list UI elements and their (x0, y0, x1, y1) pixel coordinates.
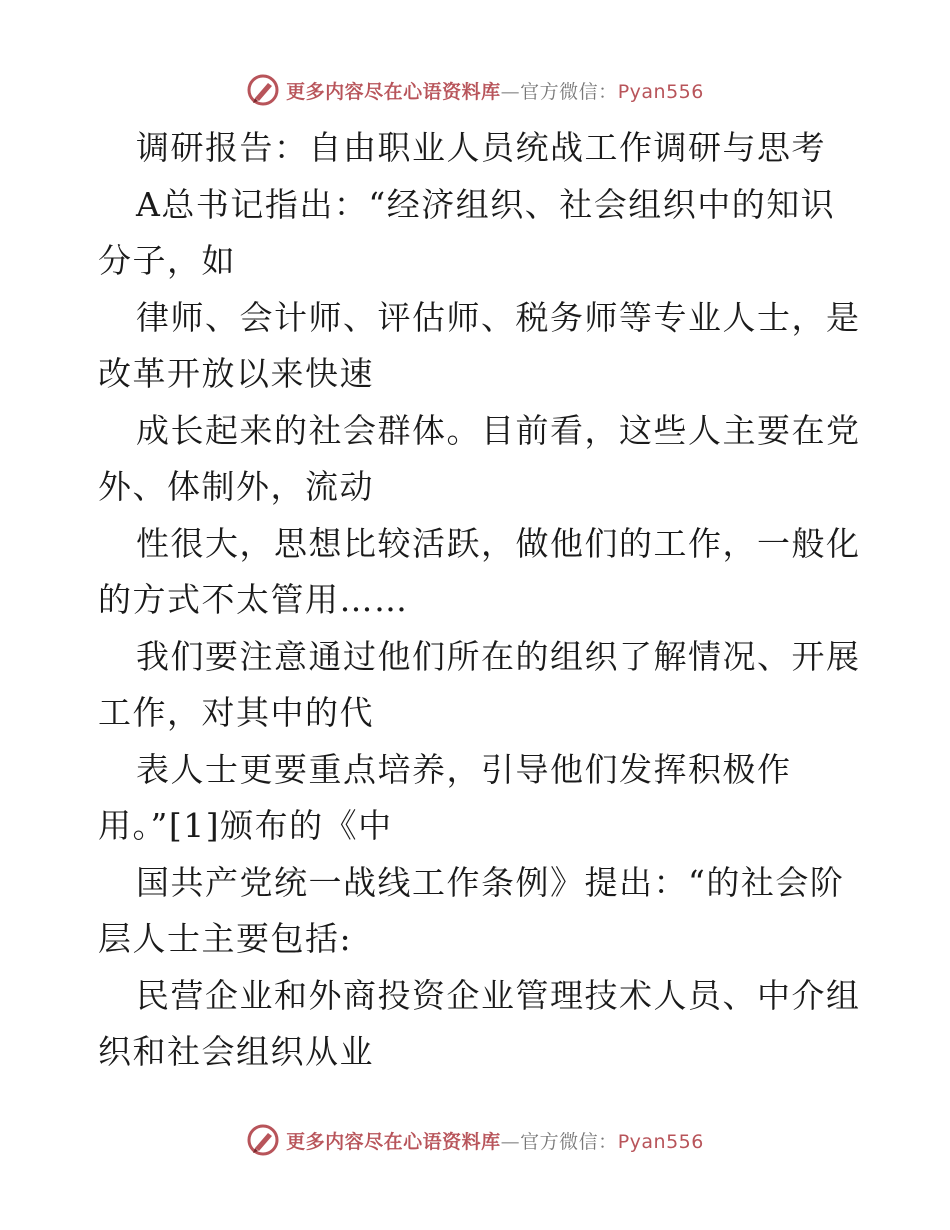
footer-watermark-banner (0, 1120, 950, 1160)
document-line: 成长起来的社会群体。目前看，这些人主要在党 (136, 410, 861, 450)
document-line: 层人士主要包括: (98, 919, 353, 958)
document-title-line: 调研报告：自由职业人员统战工作调研与思考 (136, 128, 826, 167)
document-line: 外、体制外，流动 (98, 467, 374, 506)
document-line: 表人士更要重点培养，引导他们发挥积极作 (136, 749, 792, 789)
header-banner-text (286, 77, 704, 104)
document-line: 工作，对其中的代 (98, 693, 374, 732)
document-line: 用。”[1]颁布的《中 (98, 806, 393, 845)
footer-wechat-id: Pyan556 (617, 1130, 704, 1153)
document-line: 民营企业和外商投资企业管理技术人员、中介组 (136, 975, 861, 1015)
header-watermark-banner (0, 70, 950, 110)
document-line: 性很大，思想比较活跃，做他们的工作，一般化 (136, 523, 861, 563)
document-body (98, 120, 868, 1081)
footer-wechat-label: 官方微信： (520, 1130, 618, 1153)
document-line: 的方式不太管用…… (98, 580, 409, 619)
footer-brand-text: 更多内容尽在心语资料库 (286, 1130, 501, 1153)
pen-logo-icon (246, 73, 280, 107)
header-wechat-id: Pyan556 (617, 80, 704, 103)
document-line: 分子，如 (98, 241, 236, 280)
header-separator: — (500, 80, 521, 103)
footer-separator: — (500, 1130, 521, 1153)
document-line: 我们要注意通过他们所在的组织了解情况、开展 (136, 636, 861, 676)
document-line: 改革开放以来快速 (98, 354, 374, 393)
document-line: A总书记指出：“经济组织、社会组织中的知识 (136, 184, 836, 224)
document-line: 国共产党统一战线工作条例》提出：“的社会阶 (136, 862, 845, 902)
document-line: 律师、会计师、评估师、税务师等专业人士，是 (136, 297, 861, 337)
header-wechat-label: 官方微信： (520, 80, 618, 103)
header-brand-text: 更多内容尽在心语资料库 (286, 80, 501, 103)
pen-logo-icon (246, 1123, 280, 1157)
footer-banner-text (286, 1127, 704, 1154)
document-line: 织和社会组织从业 (98, 1032, 374, 1071)
